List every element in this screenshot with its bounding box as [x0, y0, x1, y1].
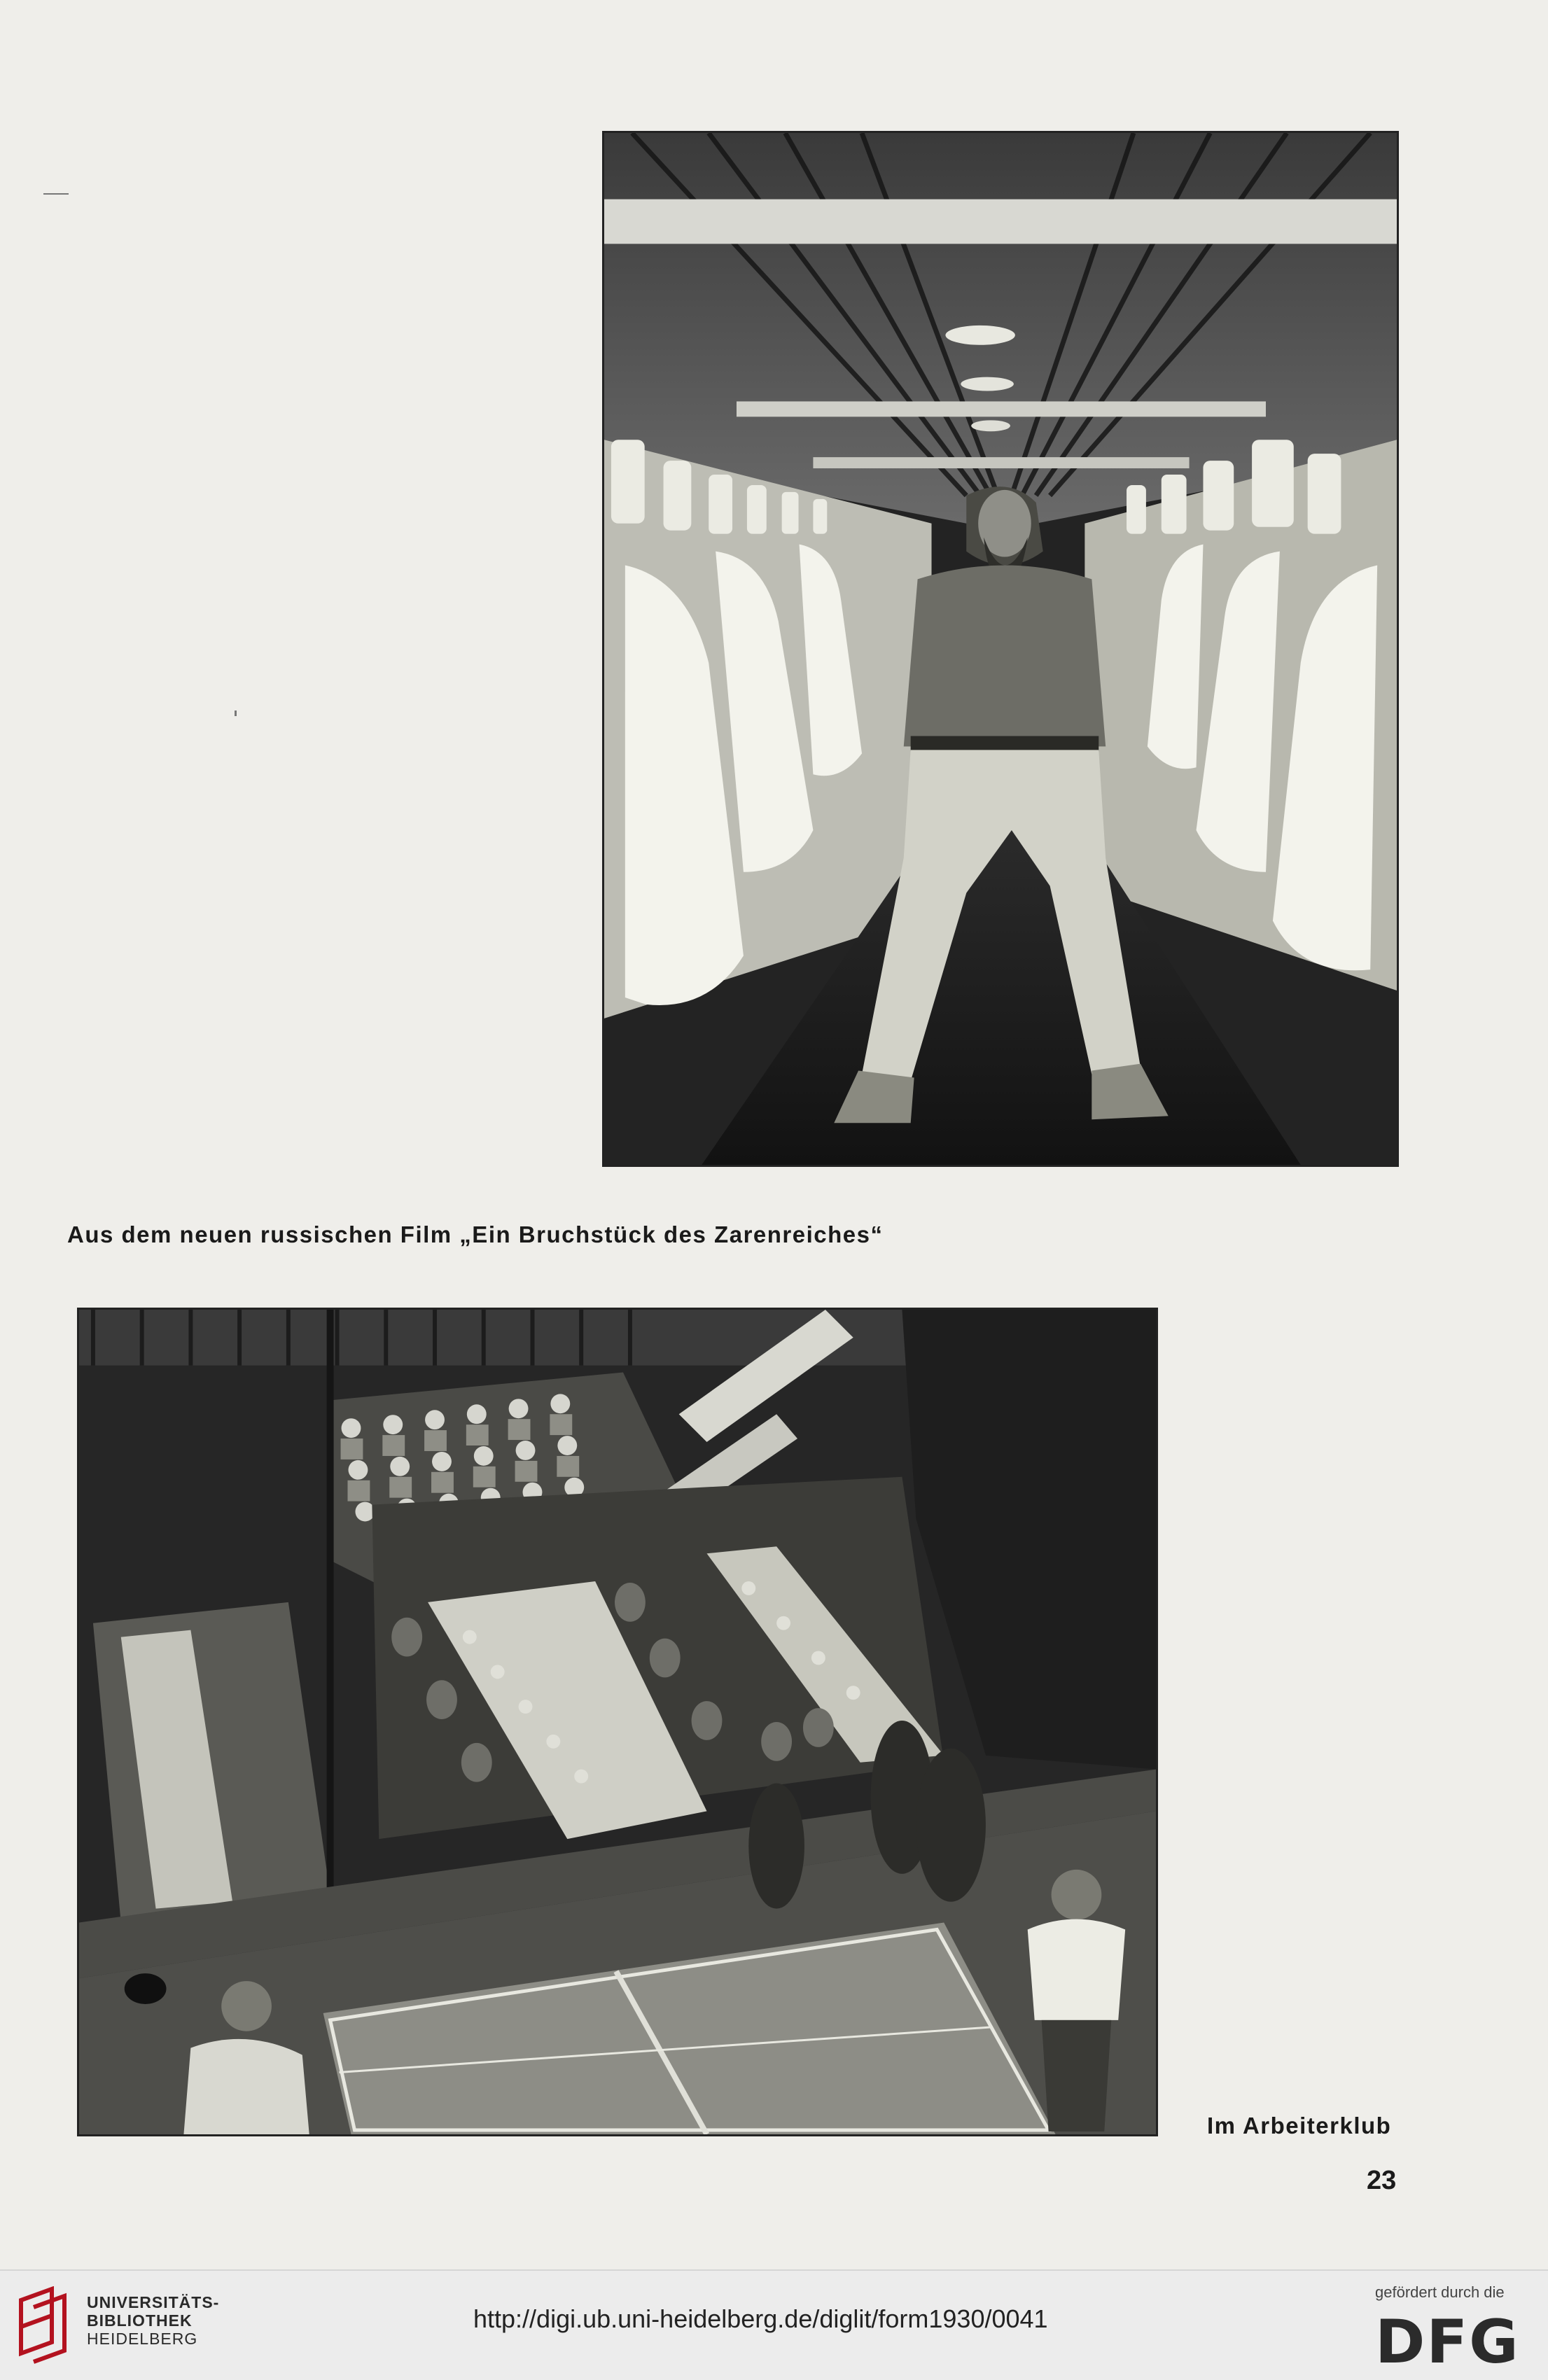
- library-name-line: UNIVERSITÄTS-: [87, 2293, 220, 2311]
- scan-speck: [43, 193, 69, 195]
- funded-by-label: gefördert durch die: [1375, 2283, 1505, 2301]
- page-number: 23: [1367, 2166, 1397, 2195]
- permalink-url[interactable]: http://digi.ub.uni-heidelberg.de/diglit/form1930/0041: [473, 2304, 1048, 2333]
- ub-heidelberg-logo-icon[interactable]: [15, 2286, 74, 2365]
- photo-workers-club: [77, 1308, 1158, 2136]
- caption-bottom: Im Arbeiterklub: [1207, 2113, 1392, 2138]
- library-name-line: HEIDELBERG: [87, 2330, 198, 2348]
- dfg-logo[interactable]: DFG: [1375, 2307, 1520, 2377]
- library-name-line: BIBLIOTHEK: [87, 2311, 193, 2330]
- library-name: [87, 2293, 219, 2348]
- scan-speck: [235, 710, 237, 716]
- digitization-footer: [0, 2269, 1548, 2380]
- caption-top: Aus dem neuen russischen Film „Ein Bruchstück des Zarenreiches“: [67, 1222, 884, 1247]
- photo-factory-man: [602, 131, 1399, 1167]
